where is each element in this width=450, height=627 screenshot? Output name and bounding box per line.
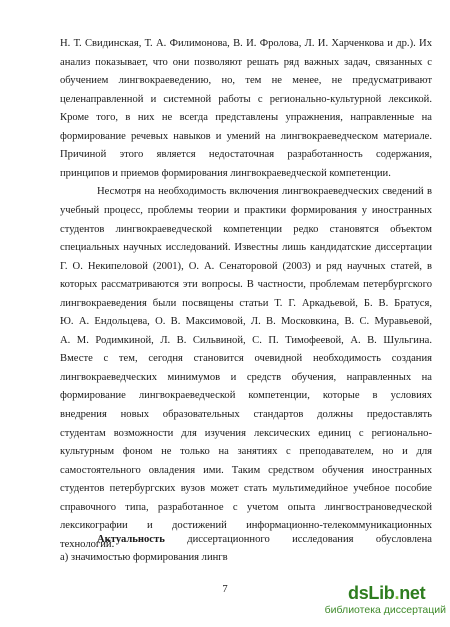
text-line: которых рассматриваются эти вопросы. В частности, проблемам петербургского [60,279,432,291]
text-line: А. М. Родимкиной, Л. В. Сильвиной, С. П. Тимофеевой, А. В. Шульгина. [60,334,432,346]
text-line: студентам возможности для изучения лексических единиц с регионально- [60,427,432,439]
text-line: студентов петербургских вузов может стать мультимедийное учебное пособие [60,483,432,495]
text-line: студентов лингвокраеведческой компетенции редко становятся объектом [60,223,432,235]
logo-tld: net [399,583,426,603]
text-line: лексикографии и достижений информационно-телекоммуникационных [60,520,432,532]
truncated-last-line: а) значимостью формирования лингв [60,552,228,563]
text-line: лингвокраеведения были посвящены статьи Т. Г. Аркадьевой, Б. В. Братуся, [60,297,432,309]
text-line: Н. Т. Свидинская, Т. А. Филимонова, В. И. Фролова, Л. И. Харченкова и др.). Их [60,38,432,49]
dslib-logo [348,583,425,604]
relevance-rest: диссертационного исследования обусловлена [187,534,432,545]
relevance-bold-term: Актуальность [97,534,165,545]
relevance-line [97,533,432,546]
text-line: Вместе с тем, сегодня становится очевидной необходимость создания [60,353,432,365]
text-line: Ю. А. Ендольцева, О. В. Максимовой, Л. В. Московкина, В. С. Муравьевой, [60,316,432,328]
text-line: технологий. [60,538,115,550]
text-line: культурным фоном не только на занятиях с преподавателем, но и для [60,446,432,458]
watermark-caption: библиотека диссертаций [324,604,446,616]
text-line: справочного типа, разработанное с учетом опыта лингвострановедческой [60,501,432,513]
text-line: Причиной этого является недостаточная разработанность содержания, [60,149,432,161]
text-line: принципов и приемов формирования лингвокраеведческой компетенции. [60,167,391,179]
text-line: Несмотря на необходимость включения лингвокраеведческих сведений в [97,186,432,198]
text-line: специальных научных исследований. Известны лишь кандидатские диссертации [60,242,432,254]
text-line: самостоятельного овладения ими. Таким средством обучения иностранных [60,464,432,476]
text-line: обучением лингвокраеведению, но, тем не менее, не предусматривают [60,75,432,87]
text-line: Г. О. Некипеловой (2001), О. А. Сенаторовой (2003) и ряд научных статей, в [60,260,432,272]
page-number: 7 [222,584,228,595]
text-line: Кроме того, в них не всегда представлены упражнения, направленные на [60,112,432,124]
text-line: учебный процесс, проблемы теории и практики формирования у иностранных [60,205,432,216]
logo-main: dsLib [348,583,395,603]
text-line: лингвокраеведческих минимумов и средств обучения, направленных на [60,371,432,383]
text-line: анализ показывает, что они позволяют решать ряд важных задач, связанных с [60,56,432,68]
text-line: внедрения новых образовательных стандартов должны предоставлять [60,409,432,420]
logo-dot: . [394,583,400,603]
text-line: целенаправленной и системной работы с регионально-культурной лексикой. [60,93,432,105]
text-line: формирование речевых навыков и умений на лингвокраеведческом материале. [60,130,432,142]
text-line: формирование лингвокраеведческой компетенции, которые в условиях [60,390,432,402]
